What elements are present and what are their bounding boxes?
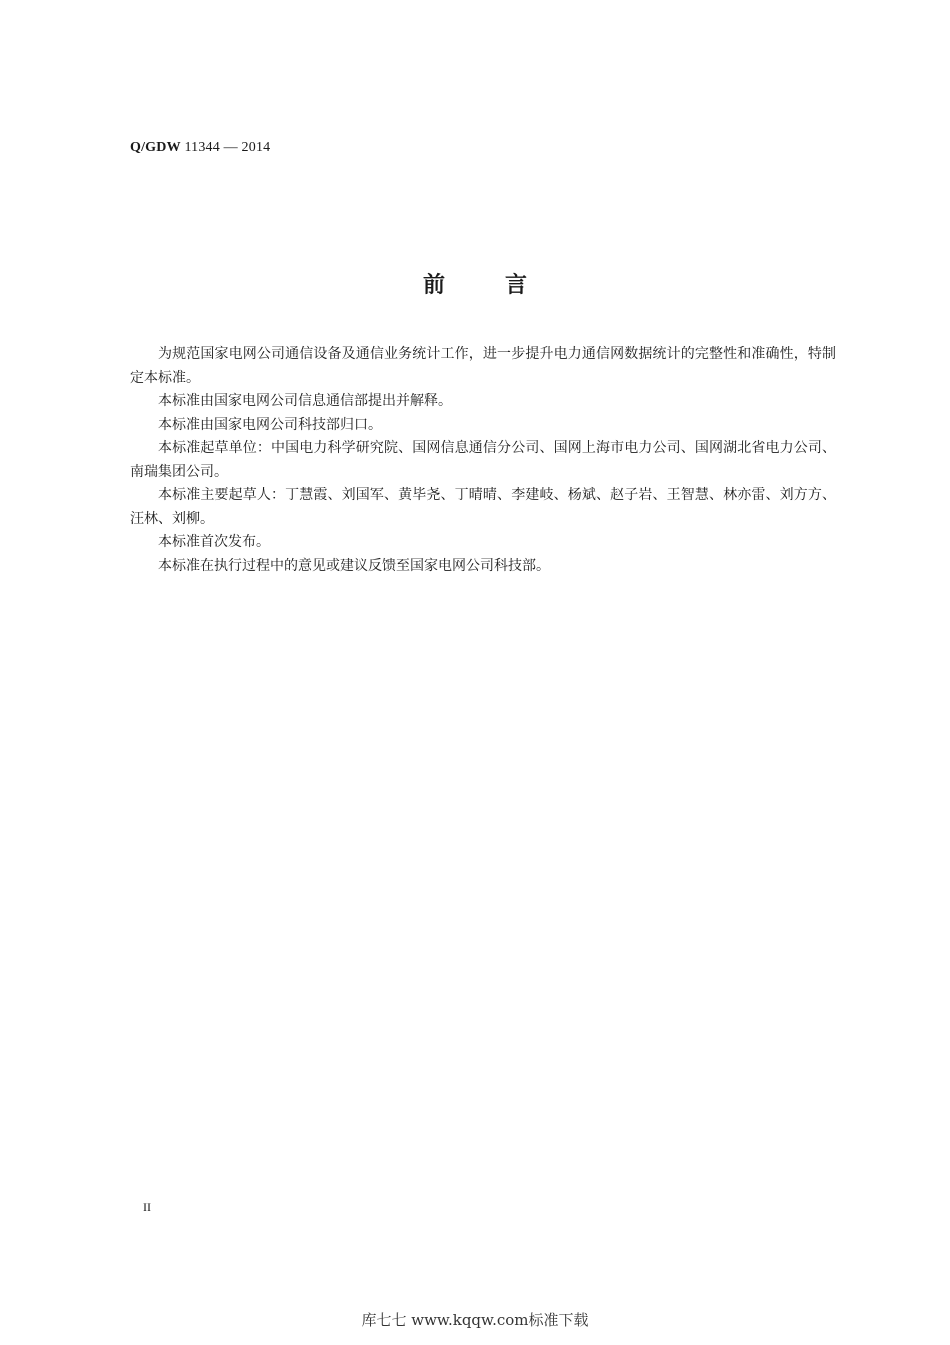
page-title (0, 268, 950, 299)
standard-code (130, 140, 270, 156)
paragraph-first-release: 本标准首次发布。 (158, 534, 270, 550)
standard-code-prefix: Q/GDW (130, 140, 181, 155)
title-char-2: 言 (505, 273, 528, 298)
paragraph-proposer: 本标准由国家电网公司信息通信部提出并解释。 (158, 393, 452, 409)
page-number: II (143, 1200, 151, 1214)
standard-code-number: 11344 — 2014 (180, 140, 271, 155)
title-char-1: 前 (422, 273, 445, 298)
paragraph-feedback: 本标准在执行过程中的意见或建议反馈至国家电网公司科技部。 (158, 557, 550, 574)
foreword-body (130, 343, 836, 578)
paragraph-purpose: 为规范国家电网公司通信设备及通信业务统计工作，进一步提升电力通信网数据统计的完整性和准确性，特制定本标准。 (130, 346, 836, 386)
paragraph-centralized: 本标准由国家电网公司科技部归口。 (158, 416, 382, 433)
footer-watermark: 库七七 www.kqqw.com标准下载 (361, 1311, 589, 1329)
paragraph-drafters: 本标准主要起草人：丁慧霞、刘国军、黄毕尧、丁晴晴、李建岐、杨斌、赵子岩、王智慧、林亦雷、刘方方、汪林、刘柳。 (130, 487, 836, 527)
paragraph-drafting-units: 本标准起草单位：中国电力科学研究院、国网信息通信分公司、国网上海市电力公司、国网湖北省电力公司、南瑞集团公司。 (130, 440, 836, 480)
